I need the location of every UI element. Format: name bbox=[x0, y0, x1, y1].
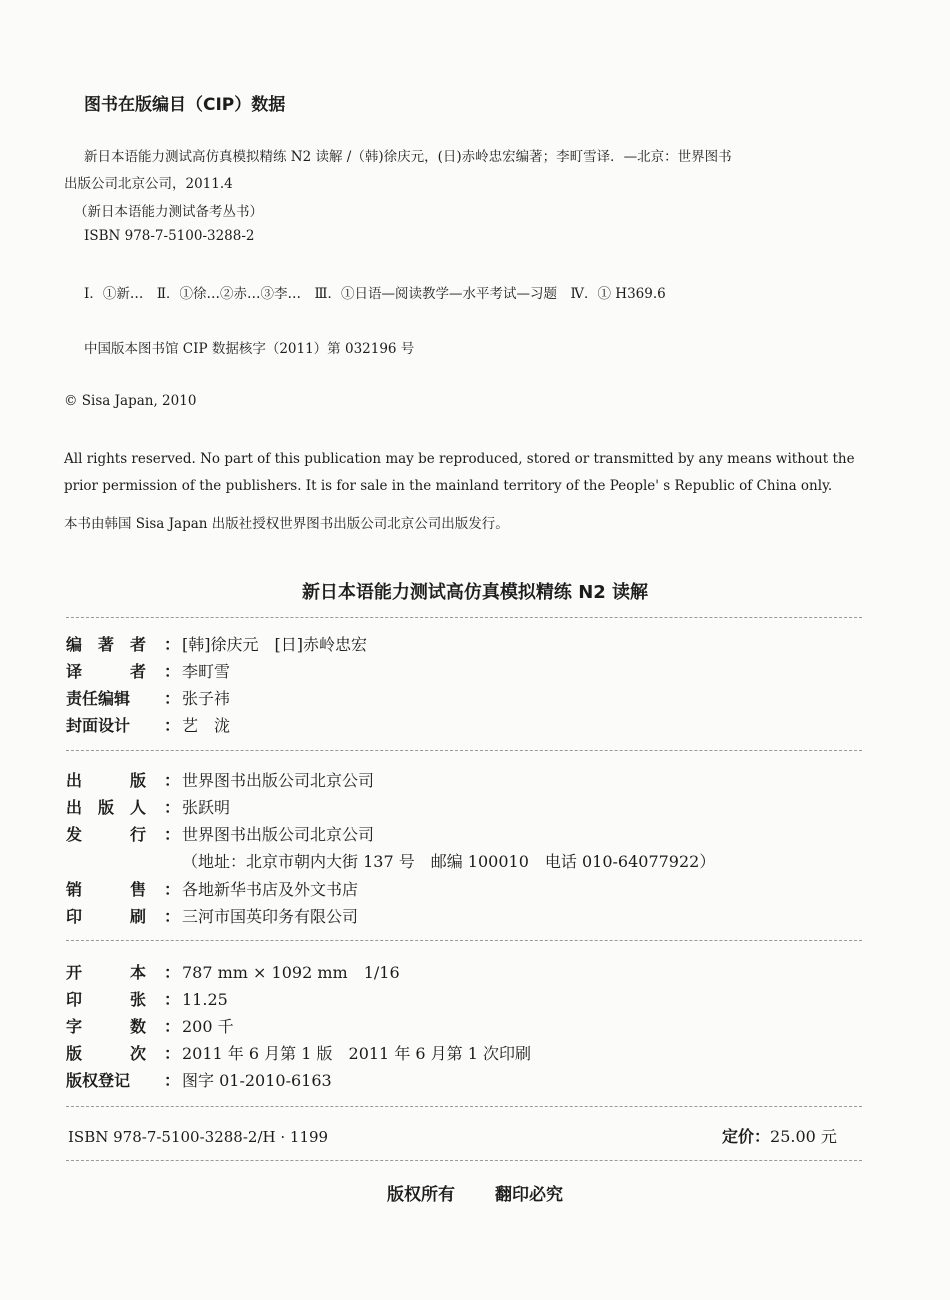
spec-row-copyright-registration bbox=[66, 1071, 332, 1091]
credit-label: 编 著 者 bbox=[66, 635, 147, 654]
pub-label: 出 版 人 bbox=[66, 798, 147, 817]
label-colon: ： bbox=[164, 798, 181, 817]
label-colon: ： bbox=[164, 635, 181, 654]
credit-label: 译 者 bbox=[66, 662, 147, 681]
credit-row-translator bbox=[66, 662, 230, 682]
rights-statement-en: All rights reserved. No part of this publication may be reproduced, stored or transmitted by any means without the prior permission of the publishers. It is for sale in the mainland territory of the People' s Republic of China only. bbox=[64, 451, 855, 494]
pub-address: （地址：北京市朝内大街 137 号 邮编 100010 电话 010-64077922） bbox=[182, 852, 716, 871]
pub-row-sales bbox=[66, 880, 358, 900]
credit-row-cover-design bbox=[66, 716, 230, 736]
spec-label: 版权登记 bbox=[66, 1071, 131, 1090]
cip-classification: Ⅰ．①新… Ⅱ．①徐…②赤…③李… Ⅲ．①日语—阅读教学—水平考试—习题 Ⅳ．① H369.6 bbox=[84, 286, 666, 302]
footer-all-rights: 版权所有 bbox=[387, 1185, 455, 1205]
cip-isbn: ISBN 978-7-5100-3288-2 bbox=[84, 228, 255, 244]
price-value: 25.00 元 bbox=[770, 1127, 837, 1146]
spec-value: 2011 年 6 月第 1 版 2011 年 6 月第 1 次印刷 bbox=[182, 1044, 532, 1063]
credit-value: 李町雪 bbox=[182, 662, 231, 681]
spec-row-word-count bbox=[66, 1017, 234, 1037]
label-colon: ： bbox=[164, 771, 181, 790]
pub-value: 三河市国英印务有限公司 bbox=[182, 907, 359, 926]
rights-statement-cn: 本书由韩国 Sisa Japan 出版社授权世界图书出版公司北京公司出版发行。 bbox=[64, 516, 509, 532]
credit-value: [韩]徐庆元 [日]赤岭忠宏 bbox=[182, 635, 367, 654]
spec-label: 印 张 bbox=[66, 990, 147, 1009]
pub-value: 各地新华书店及外文书店 bbox=[182, 880, 359, 899]
pub-label: 发 行 bbox=[66, 825, 147, 844]
book-title: 新日本语能力测试高仿真模拟精练 N2 读解 bbox=[301, 582, 649, 603]
pub-row-printer bbox=[66, 907, 358, 927]
spec-value: 11.25 bbox=[182, 990, 228, 1009]
label-colon: ： bbox=[164, 689, 181, 708]
divider bbox=[66, 1160, 862, 1161]
credit-row-authors bbox=[66, 635, 367, 655]
footer-piracy-warning: 翻印必究 bbox=[495, 1185, 563, 1205]
divider bbox=[66, 940, 862, 941]
label-colon: ： bbox=[164, 662, 181, 681]
spec-label: 开 本 bbox=[66, 963, 147, 982]
label-colon: ： bbox=[164, 963, 181, 982]
label-colon: ： bbox=[164, 1017, 181, 1036]
pub-row-distributor bbox=[66, 825, 374, 845]
pub-value: 世界图书出版公司北京公司 bbox=[182, 825, 375, 844]
credit-row-editor bbox=[66, 689, 230, 709]
credit-label: 封面设计 bbox=[66, 716, 131, 735]
price bbox=[722, 1124, 837, 1147]
credit-value: 艺 泷 bbox=[182, 716, 231, 735]
spec-row-edition bbox=[66, 1044, 531, 1064]
spec-label: 版 次 bbox=[66, 1044, 147, 1063]
spec-value: 200 千 bbox=[182, 1017, 234, 1036]
spec-value: 787 mm × 1092 mm 1/16 bbox=[182, 963, 400, 982]
label-colon: ： bbox=[164, 1071, 181, 1090]
label-colon: ： bbox=[164, 1044, 181, 1063]
spec-label: 字 数 bbox=[66, 1017, 147, 1036]
label-colon: ： bbox=[164, 716, 181, 735]
label-colon: ： bbox=[164, 825, 181, 844]
cip-title: 图书在版编目（CIP）数据 bbox=[84, 95, 286, 115]
cip-series: （新日本语能力测试备考丛书） bbox=[74, 204, 263, 220]
pub-row-publisher-person bbox=[66, 798, 230, 818]
label-colon: ： bbox=[164, 880, 181, 899]
spec-row-format bbox=[66, 963, 400, 983]
label-colon: ： bbox=[164, 907, 181, 926]
pub-value: 张跃明 bbox=[182, 798, 231, 817]
price-label: 定价： bbox=[722, 1127, 771, 1146]
footer-notice bbox=[0, 1180, 950, 1205]
isbn-full: ISBN 978-7-5100-3288-2/H · 1199 bbox=[68, 1128, 329, 1146]
cip-description-line2: 出版公司北京公司，2011.4 bbox=[64, 176, 233, 192]
credit-value: 张子祎 bbox=[182, 689, 231, 708]
divider bbox=[66, 617, 862, 618]
divider bbox=[66, 750, 862, 751]
pub-label: 销 售 bbox=[66, 880, 147, 899]
pub-row-address bbox=[66, 852, 715, 872]
divider bbox=[66, 1106, 862, 1107]
pub-row-publisher bbox=[66, 771, 374, 791]
pub-value: 世界图书出版公司北京公司 bbox=[182, 771, 375, 790]
pub-label: 印 刷 bbox=[66, 907, 147, 926]
label-colon: ： bbox=[164, 990, 181, 1009]
credit-label: 责任编辑 bbox=[66, 689, 131, 708]
copyright-notice: © Sisa Japan, 2010 bbox=[64, 393, 197, 409]
pub-label: 出 版 bbox=[66, 771, 147, 790]
spec-value: 图字 01-2010-6163 bbox=[182, 1071, 332, 1090]
spec-row-sheets bbox=[66, 990, 228, 1010]
cip-record-number: 中国版本图书馆 CIP 数据核字（2011）第 032196 号 bbox=[84, 341, 415, 357]
cip-description-line1: 新日本语能力测试高仿真模拟精练 N2 读解 /（韩)徐庆元，(日)赤岭忠宏编著；李町雪译．—北京：世界图书 bbox=[84, 149, 732, 165]
